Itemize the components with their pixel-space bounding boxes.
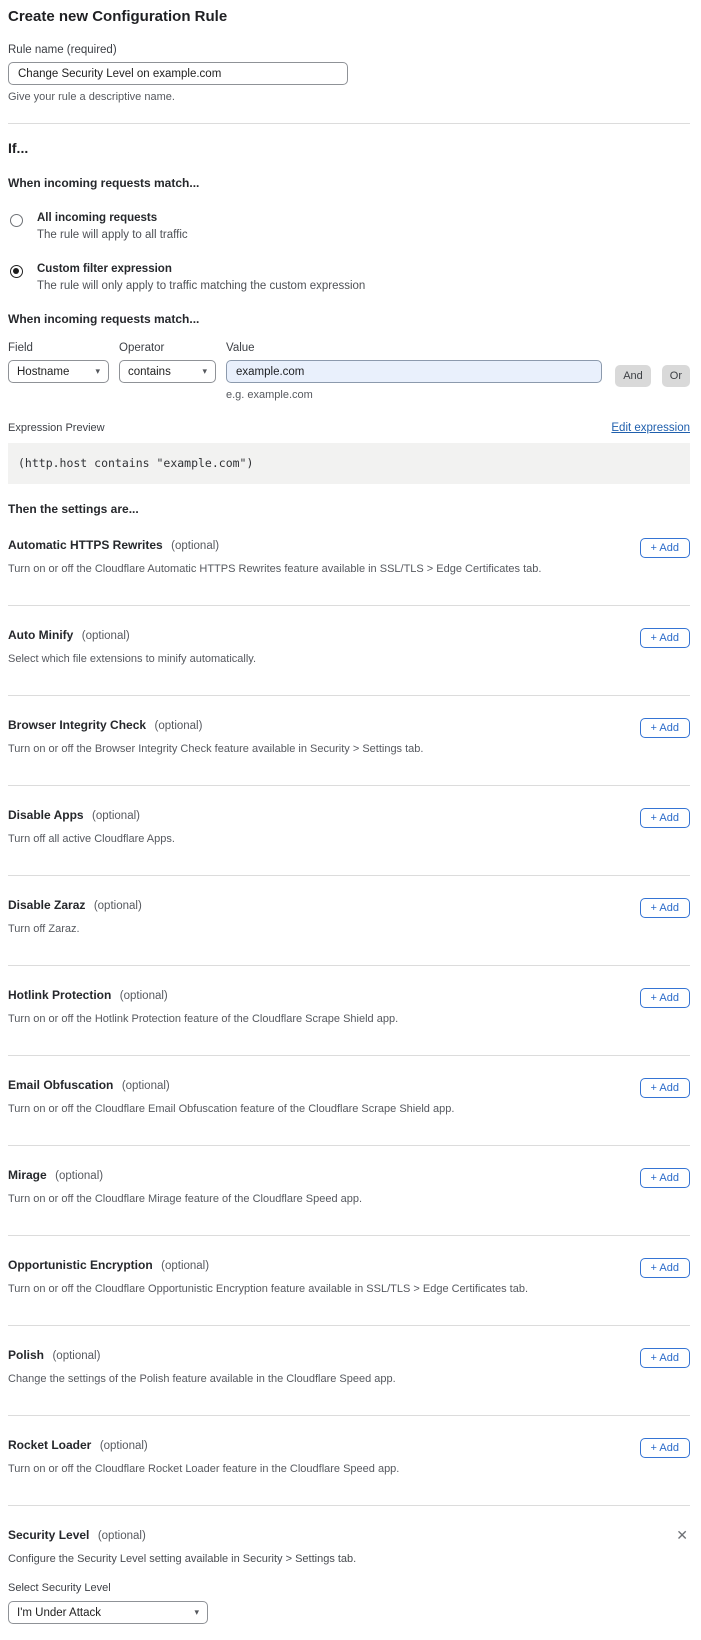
setting-row [8, 1416, 690, 1506]
setting-row [8, 966, 690, 1056]
operator-select-value: contains [128, 365, 171, 378]
settings-list [8, 516, 690, 1506]
setting-optional-label: (optional) [154, 720, 203, 732]
field-select-value: Hostname [17, 365, 70, 378]
select-security-level-label: Select Security Level [8, 1582, 111, 1594]
rule-name-help: Give your rule a descriptive name. [8, 91, 175, 103]
setting-optional-label: (optional) [99, 1440, 148, 1452]
operator-select[interactable] [119, 360, 216, 383]
radio-option-text [37, 263, 365, 292]
setting-title: Disable Zaraz [8, 898, 86, 912]
radio-button-unchecked[interactable] [10, 214, 23, 227]
setting-row [8, 516, 690, 606]
setting-optional-label: (optional) [121, 1080, 170, 1092]
setting-description: Turn on or off the Cloudflare Automatic HTTPS Rewrites feature available in SSL/TLS > Edge Certificates tab. [8, 563, 542, 575]
if-heading: If... [8, 140, 29, 156]
security-level-select[interactable] [8, 1601, 208, 1624]
radio-option-label: Custom filter expression [37, 263, 172, 275]
add-setting-button[interactable]: + Add [640, 628, 690, 648]
setting-title-line [8, 806, 175, 824]
radio-option-all-incoming-requests[interactable] [8, 212, 690, 241]
setting-description: Turn on or off the Cloudflare Opportunistic Encryption feature available in SSL/TLS > Edge Certificates tab. [8, 1283, 529, 1295]
setting-info [8, 1166, 362, 1205]
setting-title-line [8, 716, 423, 734]
setting-title: Rocket Loader [8, 1438, 92, 1452]
expression-preview-label: Expression Preview [8, 422, 105, 434]
setting-info [8, 806, 175, 845]
setting-info [8, 716, 423, 755]
setting-info [8, 626, 256, 665]
security-level-description: Configure the Security Level setting available in Security > Settings tab. [8, 1553, 357, 1565]
setting-title-line [8, 1256, 528, 1274]
incoming-requests-match-heading: When incoming requests match... [8, 176, 200, 190]
setting-row [8, 786, 690, 876]
add-setting-button[interactable]: + Add [640, 1348, 690, 1368]
setting-description: Turn on or off the Cloudflare Rocket Loader feature in the Cloudflare Speed app. [8, 1463, 400, 1475]
setting-row [8, 1146, 690, 1236]
setting-row [8, 1326, 690, 1416]
add-setting-button[interactable]: + Add [640, 538, 690, 558]
and-or-buttons [615, 342, 690, 387]
setting-title: Automatic HTTPS Rewrites [8, 538, 163, 552]
and-button[interactable]: And [615, 365, 651, 387]
field-select[interactable] [8, 360, 109, 383]
chevron-down-icon: ▾ [95, 366, 100, 376]
rule-name-block [8, 44, 690, 103]
setting-optional-label: (optional) [81, 630, 130, 642]
setting-info [8, 536, 541, 575]
radio-option-label: All incoming requests [37, 212, 158, 224]
rule-name-label: Rule name (required) [8, 44, 117, 56]
security-level-optional-label: (optional) [97, 1530, 146, 1542]
setting-title-line [8, 1346, 396, 1364]
value-input[interactable] [226, 360, 602, 383]
radio-option-text [37, 212, 188, 241]
setting-title: Auto Minify [8, 628, 74, 642]
setting-title: Hotlink Protection [8, 988, 112, 1002]
security-level-title-line [8, 1526, 146, 1544]
chevron-down-icon: ▾ [202, 366, 207, 376]
setting-info [8, 1346, 396, 1385]
setting-row [8, 696, 690, 786]
value-label: Value [226, 342, 255, 354]
filter-match-heading: When incoming requests match... [8, 312, 200, 326]
then-settings-heading: Then the settings are... [8, 502, 139, 516]
field-column [8, 342, 109, 383]
setting-row [8, 876, 690, 966]
rule-name-input[interactable] [8, 62, 348, 85]
setting-description: Turn on or off the Browser Integrity Check feature available in Security > Settings tab. [8, 743, 424, 755]
radio-option-description: The rule will apply to all traffic [37, 229, 188, 241]
setting-optional-label: (optional) [92, 810, 140, 822]
setting-info [8, 986, 398, 1025]
add-setting-button[interactable]: + Add [640, 1078, 690, 1098]
add-setting-button[interactable]: + Add [640, 988, 690, 1008]
security-level-title: Security Level [8, 1528, 90, 1542]
setting-title-line [8, 626, 256, 644]
setting-description: Change the settings of the Polish feature available in the Cloudflare Speed app. [8, 1373, 396, 1385]
value-help: e.g. example.com [226, 389, 313, 401]
setting-description: Turn on or off the Cloudflare Mirage feature of the Cloudflare Speed app. [8, 1193, 363, 1205]
setting-title-line [8, 1436, 399, 1454]
add-setting-button[interactable]: + Add [640, 1438, 690, 1458]
setting-optional-label: (optional) [52, 1350, 101, 1362]
setting-title-line [8, 896, 142, 914]
setting-title-line [8, 1166, 362, 1184]
or-button[interactable]: Or [662, 365, 690, 387]
radio-option-description: The rule will only apply to traffic matching the custom expression [37, 280, 366, 292]
edit-expression-link[interactable]: Edit expression [611, 422, 690, 434]
setting-title: Opportunistic Encryption [8, 1258, 153, 1272]
setting-optional-label: (optional) [55, 1170, 104, 1182]
setting-row [8, 606, 690, 696]
close-icon[interactable]: ✕ [676, 1527, 688, 1543]
setting-info [8, 1076, 454, 1115]
add-setting-button[interactable]: + Add [640, 898, 690, 918]
operator-label: Operator [119, 342, 165, 354]
setting-row [8, 1236, 690, 1326]
setting-title: Browser Integrity Check [8, 718, 147, 732]
security-level-section [8, 1506, 690, 1624]
security-level-select-value: I'm Under Attack [17, 1606, 102, 1619]
setting-optional-label: (optional) [161, 1260, 210, 1272]
setting-description: Turn off all active Cloudflare Apps. [8, 833, 175, 845]
add-setting-button[interactable]: + Add [640, 1168, 690, 1188]
add-setting-button[interactable]: + Add [640, 718, 690, 738]
setting-info [8, 1256, 528, 1295]
operator-column [119, 342, 216, 383]
add-setting-button[interactable]: + Add [640, 808, 690, 828]
setting-title-line [8, 1076, 454, 1094]
setting-description: Turn on or off the Cloudflare Email Obfuscation feature of the Cloudflare Scrape Shield app. [8, 1103, 455, 1115]
setting-description: Turn off Zaraz. [8, 923, 80, 935]
expression-preview-box: (http.host contains "example.com") [8, 443, 690, 484]
setting-optional-label: (optional) [93, 900, 142, 912]
setting-title-line [8, 536, 541, 554]
setting-title: Disable Apps [8, 808, 84, 822]
setting-info [8, 1436, 399, 1475]
setting-title: Mirage [8, 1168, 47, 1182]
setting-description: Turn on or off the Hotlink Protection feature of the Cloudflare Scrape Shield app. [8, 1013, 399, 1025]
setting-description: Select which file extensions to minify automatically. [8, 653, 257, 665]
security-level-header [8, 1526, 690, 1544]
setting-info [8, 896, 142, 935]
chevron-down-icon: ▾ [194, 1607, 199, 1617]
value-column [226, 342, 602, 401]
setting-title: Email Obfuscation [8, 1078, 114, 1092]
page-title: Create new Configuration Rule [8, 8, 228, 25]
field-label: Field [8, 342, 33, 354]
radio-button-checked[interactable] [10, 265, 23, 278]
setting-optional-label: (optional) [119, 990, 168, 1002]
filter-expression-row [8, 342, 690, 401]
setting-title-line [8, 986, 398, 1004]
section-divider [8, 123, 690, 124]
setting-title: Polish [8, 1348, 45, 1362]
add-setting-button[interactable]: + Add [640, 1258, 690, 1278]
expression-preview-header [8, 422, 690, 434]
setting-optional-label: (optional) [171, 540, 220, 552]
radio-option-custom-filter-expression[interactable] [8, 263, 690, 292]
setting-row [8, 1056, 690, 1146]
